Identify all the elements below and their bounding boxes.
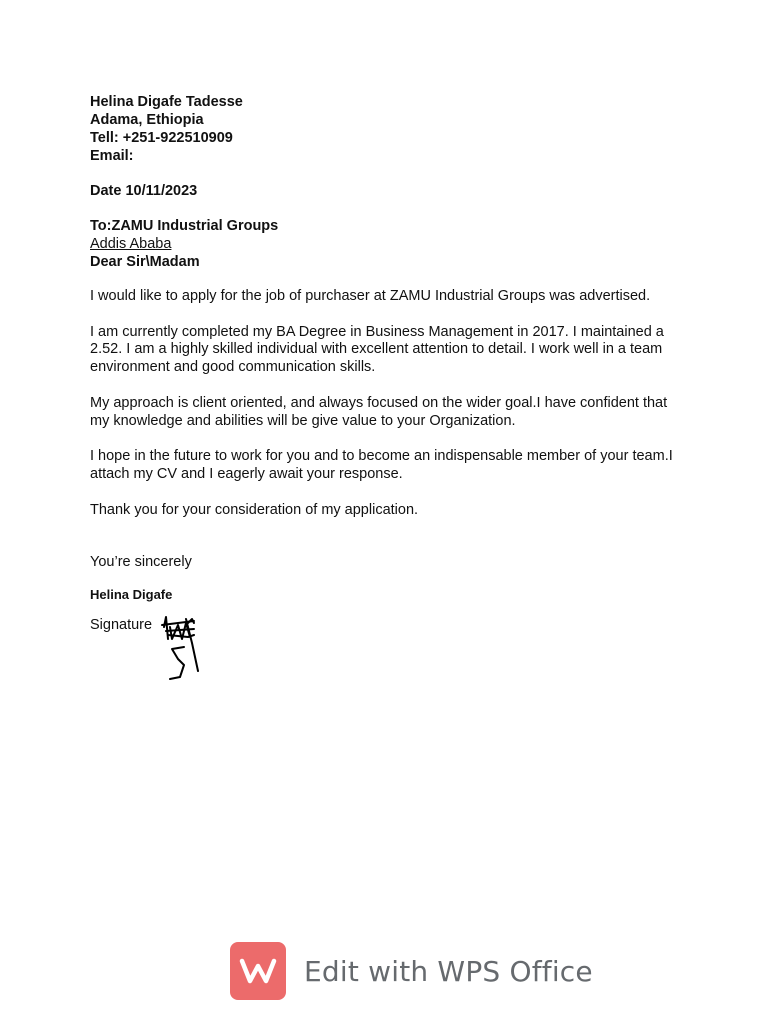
closing-name: Helina Digafe	[90, 587, 173, 603]
handwritten-signature	[158, 613, 206, 683]
wps-watermark[interactable]	[230, 942, 593, 1000]
signature-row	[90, 616, 206, 683]
sender-email: Email:	[90, 148, 134, 164]
recipient-to: To:ZAMU Industrial Groups	[90, 218, 279, 234]
wps-edit-label: Edit with WPS Office	[304, 954, 593, 988]
paragraph-5: Thank you for your consideration of my application.	[90, 501, 419, 518]
greeting: Dear Sir\Madam	[90, 254, 200, 270]
sender-tel: Tell: +251-922510909	[90, 130, 233, 146]
recipient-city: Addis Ababa	[90, 236, 172, 252]
paragraph-4: I hope in the future to work for you and to become an indispensable member of your team.I attach my CV and I eagerly await your response.	[90, 448, 673, 482]
sender-name: Helina Digafe Tadesse	[90, 94, 243, 110]
paragraph-2: I am currently completed my BA Degree in Business Management in 2017. I maintained a 2.52. I am a highly skilled individual with excellent attention to detail. I work well in a team environment and good communication skills.	[90, 323, 664, 376]
paragraph-1: I would like to apply for the job of purchaser at ZAMU Industrial Groups was advertised.	[90, 288, 651, 304]
signature-label: Signature	[90, 617, 153, 633]
paragraph-3: My approach is client oriented, and always focused on the wider goal.I have confident that my knowledge and abilities will be give value to your Organization.	[90, 394, 668, 429]
sender-city: Adama, Ethiopia	[90, 112, 204, 128]
wps-logo-icon	[230, 942, 286, 1000]
letter-date: Date 10/11/2023	[90, 183, 198, 199]
letter	[90, 93, 730, 604]
valediction: You’re sincerely	[90, 554, 192, 571]
